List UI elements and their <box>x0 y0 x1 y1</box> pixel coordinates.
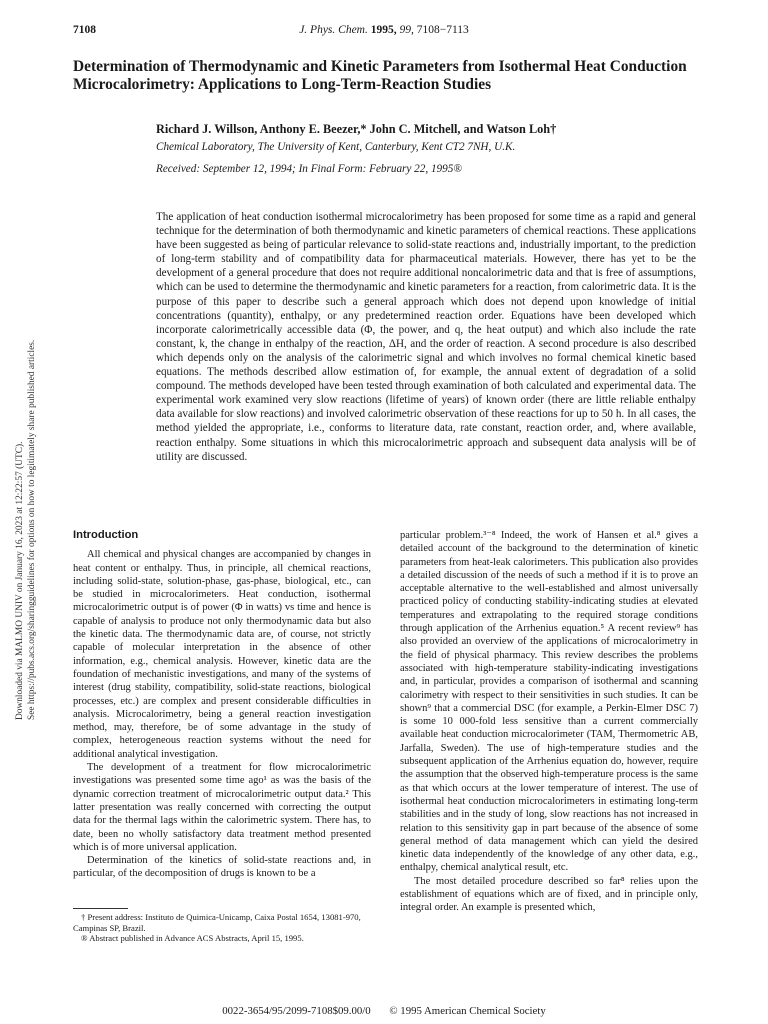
sharing-guidelines-link[interactable]: See https://pubs.acs.org/sharingguidelines for options on how to legitimately share published articles. <box>27 339 37 720</box>
footnote-abstract-published: ® Abstract published in Advance ACS Abstracts, April 15, 1995. <box>81 933 304 944</box>
paragraph: All chemical and physical changes are accompanied by changes in heat content or enthalpy. Thus, in principle, all chemical reactions, including solid-state, solution-phase, gas-phase, biological, etc., can be studied in microcalorimeters. Heat conduction, isothermal microcalorimetric output is of power (Φ in watts) vs time and hence is capable of analysis to produce not only thermodynamic data but also the kinetic data. The thermodynamic data are, of course, not strictly capable of molecular interpretation in the absence of other information, e.g., chemical analysis. However, kinetic data are the foundation of mechanistic investigations, and many of the systems of interest (drug stability, compatibility, solid-state reactions, biological processes, etc.) are complex and present considerable difficulties in analysis. Microcalorimetry, being a general reaction investigation method, may, therefore, be of some advantage in the study of complex, heterogeneous reaction systems without the need for additional analytical investigation. <box>73 549 371 760</box>
copyright: © 1995 American Chemical Society <box>389 1005 546 1017</box>
article-title: Determination of Thermodynamic and Kinetic Parameters from Isothermal Heat Conduction Microcalorimetry: Applications to Long-Term-Reaction Studies <box>73 58 687 93</box>
received-dates: Received: September 12, 1994; In Final Form: February 22, 1995® <box>156 163 462 175</box>
article-code: 0022-3654/95/2099-7108$09.00/0 <box>222 1005 371 1017</box>
journal-pages: 7108−7113 <box>416 24 469 36</box>
journal-year: 1995, <box>370 24 397 36</box>
paragraph: The most detailed procedure described so far⁸ relies upon the establishment of equations which are of fixed, and in principle only, integral order. An example is presented which, <box>400 875 698 914</box>
page-footer <box>0 1005 768 1017</box>
download-line: Downloaded via MALMO UNIV on January 16, 2023 at 12:22:57 (UTC). <box>15 441 25 720</box>
section-heading-introduction: Introduction <box>73 529 139 541</box>
running-header <box>0 24 768 36</box>
journal-name: J. Phys. Chem. <box>299 24 368 36</box>
footnote-rule <box>73 908 128 909</box>
paragraph: The development of a treatment for flow microcalorimetric investigations was presented some time ago¹ as was the basis of the dynamic correction treatment of microcalorimetric output data.² This latter presentation was really concerned with correcting the output data for the thermal lags within the calorimetric system. There has, to date, been no wholly satisfactory data treatment method presented which is of more universal application. <box>73 762 371 853</box>
download-watermark <box>14 340 38 720</box>
page-number: 7108 <box>73 24 96 36</box>
left-column <box>73 529 371 881</box>
right-column <box>400 529 698 915</box>
paragraph: Determination of the kinetics of solid-state reactions and, in particular, of the decomposition of drugs is known to be a <box>73 855 371 880</box>
paragraph: particular problem.³⁻⁸ Indeed, the work of Hansen et al.⁸ gives a detailed account of the background to the determination of kinetic parameters from heat-leak calorimeters. This publication also provides a detailed discussion of the needs of such a method if it is to prove an acceptable alternative to the well-established and almost universally practiced policy of conducting stability-indicating studies at elevated temperatures and extrapolating to the required storage conditions through application of the Arrhenius equation.⁵ A recent review⁹ has also provided an overview of the applications of microcalorimetry in the field of physical pharmacy. This review describes the problems associated with high-temperature stability-indicating investigations and, in particular, provides a comparison of isothermal and scanning calorimetry with respect to their sensitivities in such studies. It can be shown⁹ that a commercial DSC (for example, a Perkin-Elmer DSC 7) is some 10 000-fold less sensitive than a current commercially available heat conduction microcalorimeter (TAM, Thermometric AB, Jarfalla, Sweden). The use of high-temperature studies and the subsequent application of the Arrhenius equation do, however, require the assumption that the observed high-temperature process is the same as that which occurs at the lower temperature of interest. The use of isothermal heat conduction microcalorimeters in estimating long-term stabilities and in the study of long, slow reactions has not increased in relation to this sensitivity gap in part because of the absence of some general method of data management which can yield the desired kinetic data independently of the knowledge of any other data, e.g., enthalpy, chemical analytical result, etc. <box>400 530 698 874</box>
affiliation: Chemical Laboratory, The University of Kent, Canterbury, Kent CT2 7NH, U.K. <box>156 141 516 153</box>
footnotes <box>73 912 373 944</box>
author-list: Richard J. Willson, Anthony E. Beezer,* John C. Mitchell, and Watson Loh† <box>156 122 557 136</box>
abstract: The application of heat conduction isothermal microcalorimetry has been proposed for some time as a rapid and general technique for the determination of both thermodynamic and kinetic parameters of chemical reactions. These applications have been suggested as being of particular relevance to solid-state reactions and, industrially important, to the prediction of long-term stability and of compatibility data for pharmaceutical materials. However, there has yet to be the development of a general procedure that does not require additional noncalorimetric data and that is free of assumptions, which can be used to determine the thermodynamic and kinetic parameters for a reaction, from calorimetric data. It is the purpose of this paper to describe such a general approach which does not depend upon knowledge of initial concentrations (quantity), enthalpy, or any predetermined reaction order. Equations have been developed which incorporate calorimetrically accessible data (Φ, the power, and q, the heat output) and which also include the rate constant, k, the change in enthalpy of the reaction, ΔH, and the order of reaction. A second procedure is also described which depends only on the analysis of the calorimetric signal and which involves no formal chemical kinetic based equations. The methods described allow estimation of, for example, the annual extent of degradation of a solid compound. The methods developed have been tested through examination of both calculated and experimental data. The experimental work examined very slow reactions (lifetime of years) of known order (there are little reliable enthalpy data available for slow reactions) and involved calorimetric observation of these reactions for up to 50 h. In all cases, the method yielded the appropriate, i.e., conforms to literature data, rate constant, reaction order, and, where available, reaction enthalpy. Some situations in which this microcalorimetric approach and subsequent data analysis will be of utility are discussed. <box>156 211 696 463</box>
footnote-present-address: † Present address: Instituto de Quimica-Unicamp, Caixa Postal 1654, 13081-970, Campinas SP, Brazil. <box>73 912 361 933</box>
journal-volume: 99, <box>399 24 414 36</box>
